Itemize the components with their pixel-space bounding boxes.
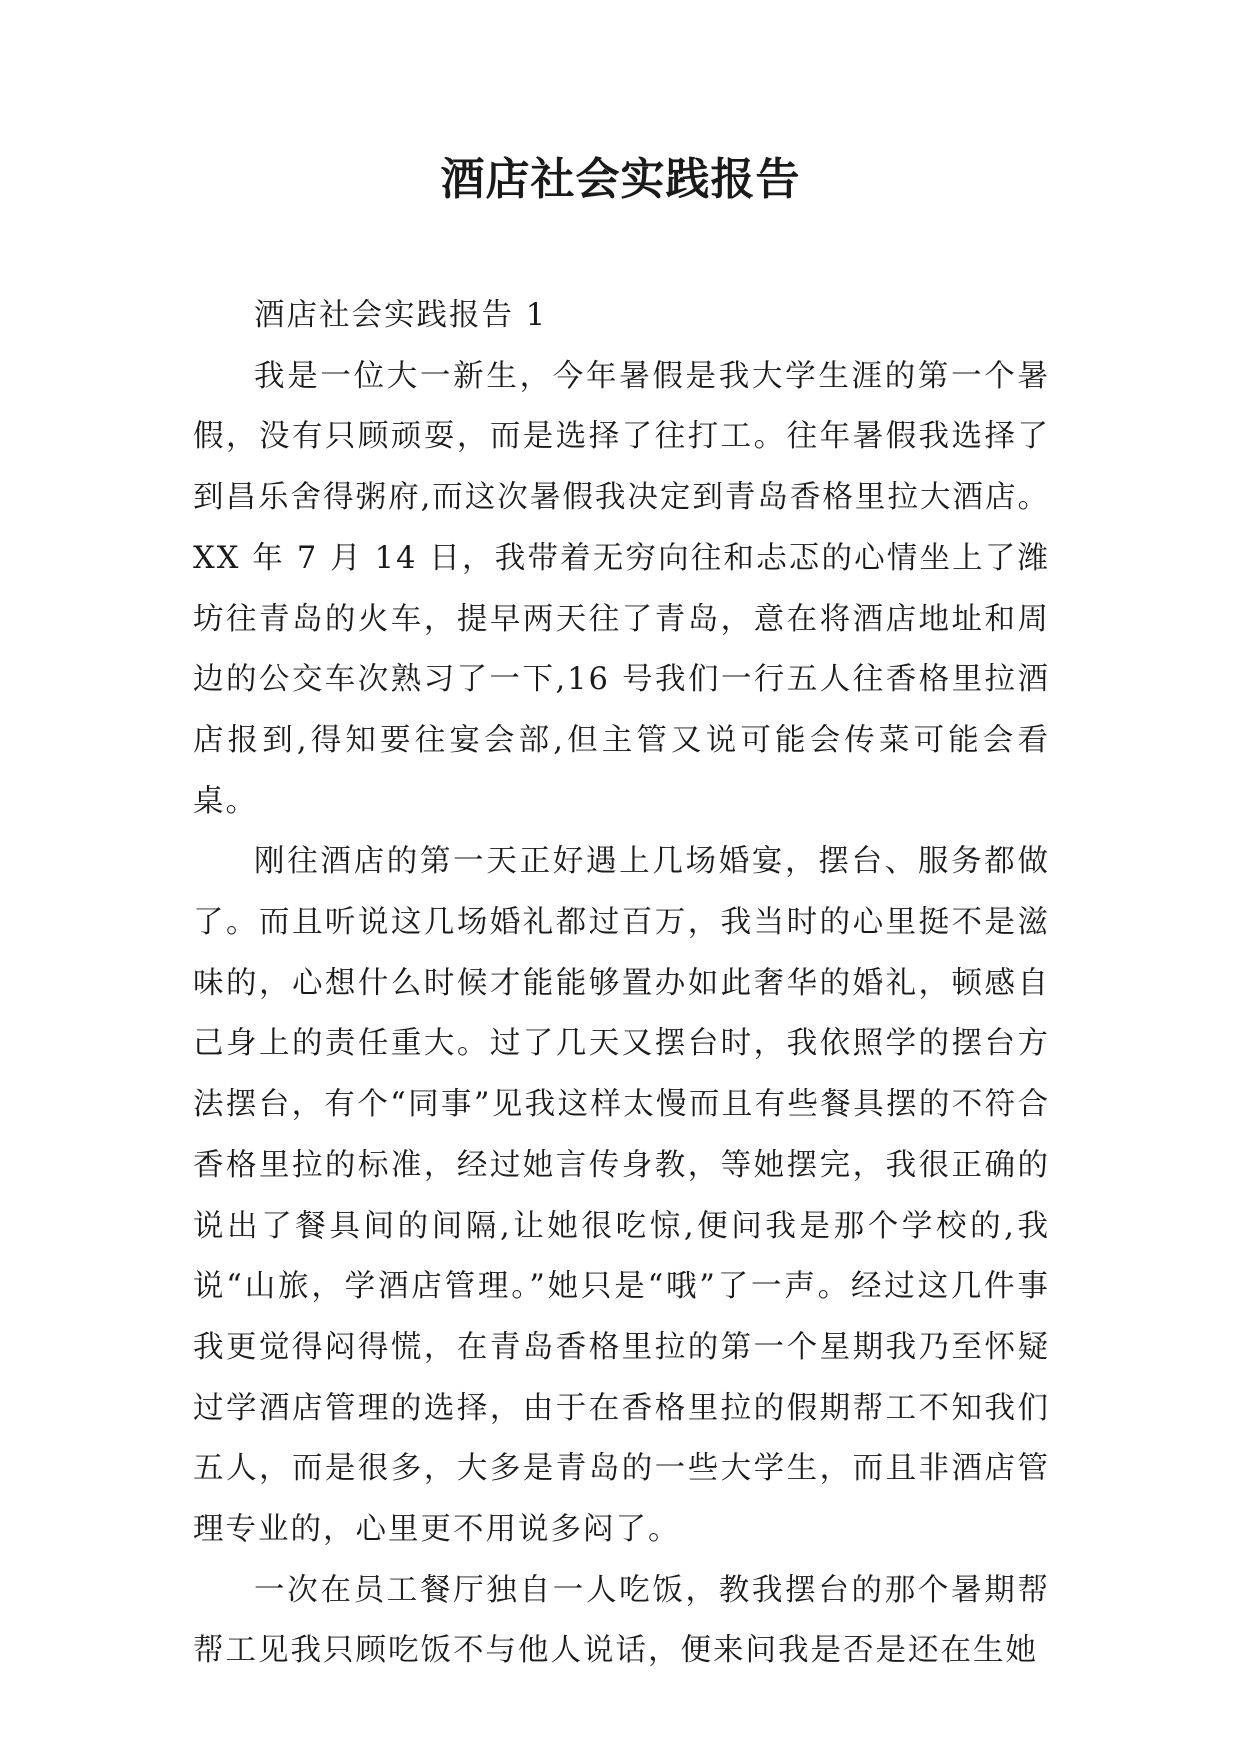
paragraph-3: 一次在员工餐厅独自一人吃饭，教我摆台的那个暑期帮帮工见我只顾吃饭不与他人说话，便来问我是否是还在生她 (193, 1572, 1050, 1669)
document-body (193, 286, 1050, 1682)
paragraph-2: 刚往酒店的第一天正好遇上几场婚宴，摆台、服务都做了。而且听说这几场婚礼都过百万，我当时的心里挺不是滋味的，心想什么时候才能能够置办如此奢华的婚礼，顿感自己身上的责任重大。过了几天又摆台时，我依照学的摆台方法摆台，有个“同事”见我这样太慢而且有些餐具摆的不符合香格里拉的标准，经过她言传身教，等她摆完，我很正确的说出了餐具间的间隔,让她很吃惊,便问我是那个学校的,我说“山旅，学酒店管理。”她只是“哦”了一声。经过这几件事我更觉得闷得慌，在青岛香格里拉的第一个星期我乃至怀疑过学酒店管理的选择，由于在香格里拉的假期帮工不知我们五人，而是很多，大多是青岛的一些大学生，而且非酒店管理专业的，心里更不用说多闷了。 (193, 844, 1050, 1548)
section-heading: 酒店社会实践报告 1 (254, 298, 548, 333)
paragraph-1: 我是一位大一新生，今年暑假是我大学生涯的第一个暑假，没有只顾顽耍，而是选择了往打工。往年暑假我选择了到昌乐舍得粥府,而这次暑假我决定到青岛香格里拉大酒店。XX 年 7 月 14 日，我带着无穷向往和忐忑的心情坐上了潍坊往青岛的火车，提早两天往了青岛，意在将酒店地址和周边的公交车次熟习了一下,16 号我们一行五人往香格里拉酒店报到,得知要往宴会部,但主管又说可能会传菜可能会看桌。 (193, 358, 1050, 819)
document-title: 酒店社会实践报告 (440, 154, 801, 205)
